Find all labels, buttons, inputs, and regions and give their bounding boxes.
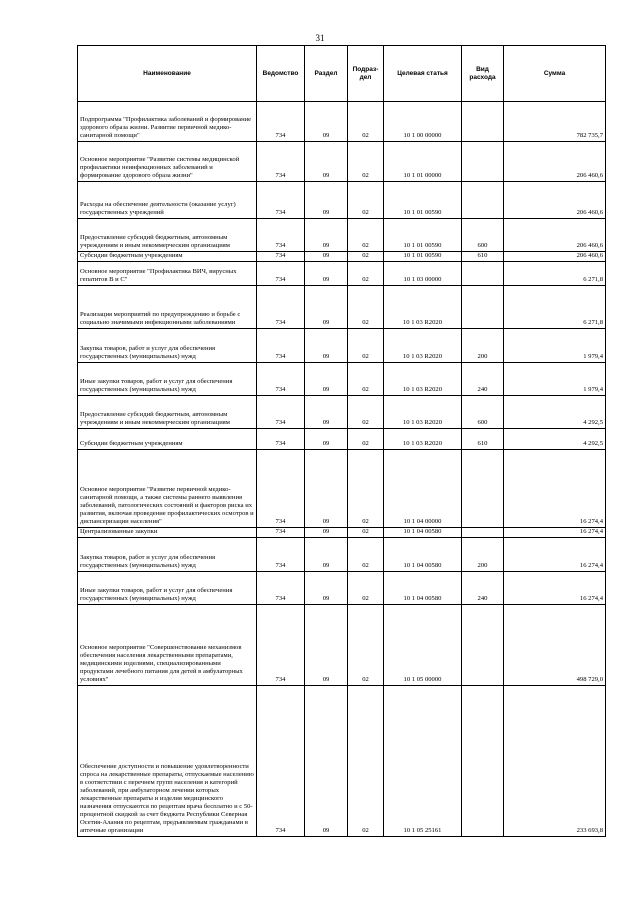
row-subsection: 02 <box>348 363 384 396</box>
header-name: Наименование <box>78 46 257 102</box>
row-amount: 498 729,0 <box>504 605 606 686</box>
row-expense-type: 200 <box>462 538 504 572</box>
row-department: 734 <box>257 450 305 528</box>
row-section: 09 <box>305 142 348 182</box>
row-amount: 1 979,4 <box>504 363 606 396</box>
row-section: 09 <box>305 102 348 142</box>
row-name: Субсидии бюджетным учреждениям <box>78 252 257 262</box>
row-amount: 206 460,6 <box>504 219 606 252</box>
header-section: Раздел <box>305 46 348 102</box>
row-expense-type <box>462 102 504 142</box>
row-expense-type: 240 <box>462 572 504 605</box>
row-subsection: 02 <box>348 605 384 686</box>
row-section: 09 <box>305 429 348 450</box>
row-amount: 206 460,6 <box>504 252 606 262</box>
row-amount: 782 735,7 <box>504 102 606 142</box>
row-name: Расходы на обеспечение деятельности (оказание услуг) государственных учреждений <box>78 182 257 219</box>
row-section: 09 <box>305 605 348 686</box>
row-department: 734 <box>257 286 305 329</box>
row-subsection: 02 <box>348 686 384 837</box>
row-subsection: 02 <box>348 286 384 329</box>
row-target-article: 10 1 01 00590 <box>384 182 462 219</box>
row-section: 09 <box>305 286 348 329</box>
row-section: 09 <box>305 329 348 363</box>
row-department: 734 <box>257 182 305 219</box>
row-department: 734 <box>257 429 305 450</box>
row-expense-type: 610 <box>462 429 504 450</box>
table-row <box>78 329 606 363</box>
row-expense-type: 600 <box>462 396 504 429</box>
table-row <box>78 252 606 262</box>
row-expense-type: 240 <box>462 363 504 396</box>
row-name: Предоставление субсидий бюджетным, автономным учреждениям и иным некоммерческим организациям <box>78 396 257 429</box>
row-expense-type <box>462 528 504 538</box>
row-department: 734 <box>257 252 305 262</box>
row-expense-type <box>462 450 504 528</box>
row-name: Обеспечение доступности и повышение удовлетворенности спроса на лекарственные препараты, отпускаемые населению в соответствии с перечнем групп населения и категорий заболеваний, при амбулаторном лечении которых лекарственные препараты и изделия медицинского назначения отпускаются по рецептам врача бесплатно и с 50-процентной скидкой за счет бюджета Республики Северная Осетия-Алания по рецептам, предъявляемым гражданами в аптечные организации <box>78 686 257 837</box>
row-expense-type <box>462 182 504 219</box>
row-amount: 1 979,4 <box>504 329 606 363</box>
row-department: 734 <box>257 572 305 605</box>
row-subsection: 02 <box>348 182 384 219</box>
row-amount: 16 274,4 <box>504 528 606 538</box>
row-target-article: 10 1 05 00000 <box>384 605 462 686</box>
row-name: Закупка товаров, работ и услуг для обеспечения государственных (муниципальных) нужд <box>78 329 257 363</box>
row-section: 09 <box>305 450 348 528</box>
row-expense-type <box>462 286 504 329</box>
budget-table <box>77 45 606 837</box>
table-row <box>78 219 606 252</box>
row-section: 09 <box>305 538 348 572</box>
row-section: 09 <box>305 262 348 286</box>
table-row <box>78 429 606 450</box>
row-section: 09 <box>305 686 348 837</box>
table-row <box>78 450 606 528</box>
table-row <box>78 605 606 686</box>
row-target-article: 10 1 01 00590 <box>384 252 462 262</box>
row-amount: 6 271,8 <box>504 286 606 329</box>
row-subsection: 02 <box>348 572 384 605</box>
table-row <box>78 363 606 396</box>
row-department: 734 <box>257 363 305 396</box>
row-name: Централизованные закупки <box>78 528 257 538</box>
row-amount: 233 693,8 <box>504 686 606 837</box>
row-name: Основное мероприятие "Совершенствование механизмов обеспечения населения лекарственными препаратами, медицинскими изделиями, специализированными продуктами лечебного питания для детей в амбулаторных условиях" <box>78 605 257 686</box>
row-name: Предоставление субсидий бюджетным, автономным учреждениям и иным некоммерческим организациям <box>78 219 257 252</box>
header-subsection: Подраз-дел <box>348 46 384 102</box>
table-row <box>78 142 606 182</box>
row-subsection: 02 <box>348 262 384 286</box>
row-amount: 16 274,4 <box>504 572 606 605</box>
row-target-article: 10 1 04 00000 <box>384 450 462 528</box>
row-department: 734 <box>257 329 305 363</box>
table-row <box>78 396 606 429</box>
row-department: 734 <box>257 102 305 142</box>
row-section: 09 <box>305 528 348 538</box>
row-subsection: 02 <box>348 396 384 429</box>
row-section: 09 <box>305 363 348 396</box>
row-target-article: 10 1 03 R2020 <box>384 286 462 329</box>
row-name: Основное мероприятие "Профилактика ВИЧ, вирусных гепатитов В и С" <box>78 262 257 286</box>
header-amount: Сумма <box>504 46 606 102</box>
row-section: 09 <box>305 572 348 605</box>
row-subsection: 02 <box>348 528 384 538</box>
row-section: 09 <box>305 252 348 262</box>
row-name: Основное мероприятие "Развитие системы медицинской профилактики неинфекционных заболеваний и формирование здорового образа жизни" <box>78 142 257 182</box>
row-department: 734 <box>257 142 305 182</box>
row-amount: 6 271,8 <box>504 262 606 286</box>
row-name: Реализация мероприятий по предупреждению и борьбе с социально значимыми инфекционными заболеваниями <box>78 286 257 329</box>
row-department: 734 <box>257 686 305 837</box>
row-expense-type: 600 <box>462 219 504 252</box>
row-subsection: 02 <box>348 538 384 572</box>
row-target-article: 10 1 04 00580 <box>384 528 462 538</box>
row-target-article: 10 1 03 R2020 <box>384 363 462 396</box>
table-row <box>78 102 606 142</box>
row-amount: 4 292,5 <box>504 429 606 450</box>
row-target-article: 10 1 03 R2020 <box>384 429 462 450</box>
header-department: Ведомство <box>257 46 305 102</box>
row-target-article: 10 1 05 25161 <box>384 686 462 837</box>
row-target-article: 10 1 04 00580 <box>384 572 462 605</box>
row-subsection: 02 <box>348 252 384 262</box>
row-name: Иные закупки товаров, работ и услуг для обеспечения государственных (муниципальных) нужд <box>78 363 257 396</box>
row-target-article: 10 1 03 R2020 <box>384 396 462 429</box>
row-department: 734 <box>257 605 305 686</box>
row-expense-type <box>462 142 504 182</box>
table-row <box>78 286 606 329</box>
row-expense-type: 610 <box>462 252 504 262</box>
row-department: 734 <box>257 528 305 538</box>
row-department: 734 <box>257 396 305 429</box>
table-row <box>78 528 606 538</box>
row-subsection: 02 <box>348 142 384 182</box>
row-name: Закупка товаров, работ и услуг для обеспечения государственных (муниципальных) нужд <box>78 538 257 572</box>
row-section: 09 <box>305 396 348 429</box>
row-subsection: 02 <box>348 219 384 252</box>
row-expense-type: 200 <box>462 329 504 363</box>
row-department: 734 <box>257 262 305 286</box>
row-subsection: 02 <box>348 329 384 363</box>
row-section: 09 <box>305 182 348 219</box>
row-target-article: 10 1 01 00000 <box>384 142 462 182</box>
row-name: Иные закупки товаров, работ и услуг для обеспечения государственных (муниципальных) нужд <box>78 572 257 605</box>
table-row <box>78 572 606 605</box>
row-name: Подпрограмма "Профилактика заболеваний и формирование здорового образа жизни. Развитие первичной медико-санитарной помощи" <box>78 102 257 142</box>
row-name: Субсидии бюджетным учреждениям <box>78 429 257 450</box>
header-expense-type: Вид расхода <box>462 46 504 102</box>
row-amount: 206 460,6 <box>504 182 606 219</box>
row-target-article: 10 1 04 00580 <box>384 538 462 572</box>
row-amount: 16 274,4 <box>504 450 606 528</box>
row-target-article: 10 1 03 00000 <box>384 262 462 286</box>
row-amount: 16 274,4 <box>504 538 606 572</box>
row-target-article: 10 1 01 00590 <box>384 219 462 252</box>
row-section: 09 <box>305 219 348 252</box>
row-department: 734 <box>257 219 305 252</box>
table-header-row <box>78 46 606 102</box>
row-target-article: 10 1 03 R2020 <box>384 329 462 363</box>
row-amount: 206 460,6 <box>504 142 606 182</box>
row-subsection: 02 <box>348 102 384 142</box>
row-department: 734 <box>257 538 305 572</box>
table-row <box>78 182 606 219</box>
row-expense-type <box>462 605 504 686</box>
header-target-article: Целевая статья <box>384 46 462 102</box>
page-number: 31 <box>315 33 325 43</box>
row-name: Основное мероприятие "Развитие первичной медико-санитарной помощи, а также системы раннего выявления заболеваний, патологических состояний и факторов риска их развития, включая проведение профилактических осмотров и диспансеризации населения" <box>78 450 257 528</box>
row-subsection: 02 <box>348 429 384 450</box>
row-amount: 4 292,5 <box>504 396 606 429</box>
row-subsection: 02 <box>348 450 384 528</box>
row-expense-type <box>462 262 504 286</box>
table-row <box>78 538 606 572</box>
table-row <box>78 262 606 286</box>
table-row <box>78 686 606 837</box>
row-expense-type <box>462 686 504 837</box>
row-target-article: 10 1 00 00000 <box>384 102 462 142</box>
